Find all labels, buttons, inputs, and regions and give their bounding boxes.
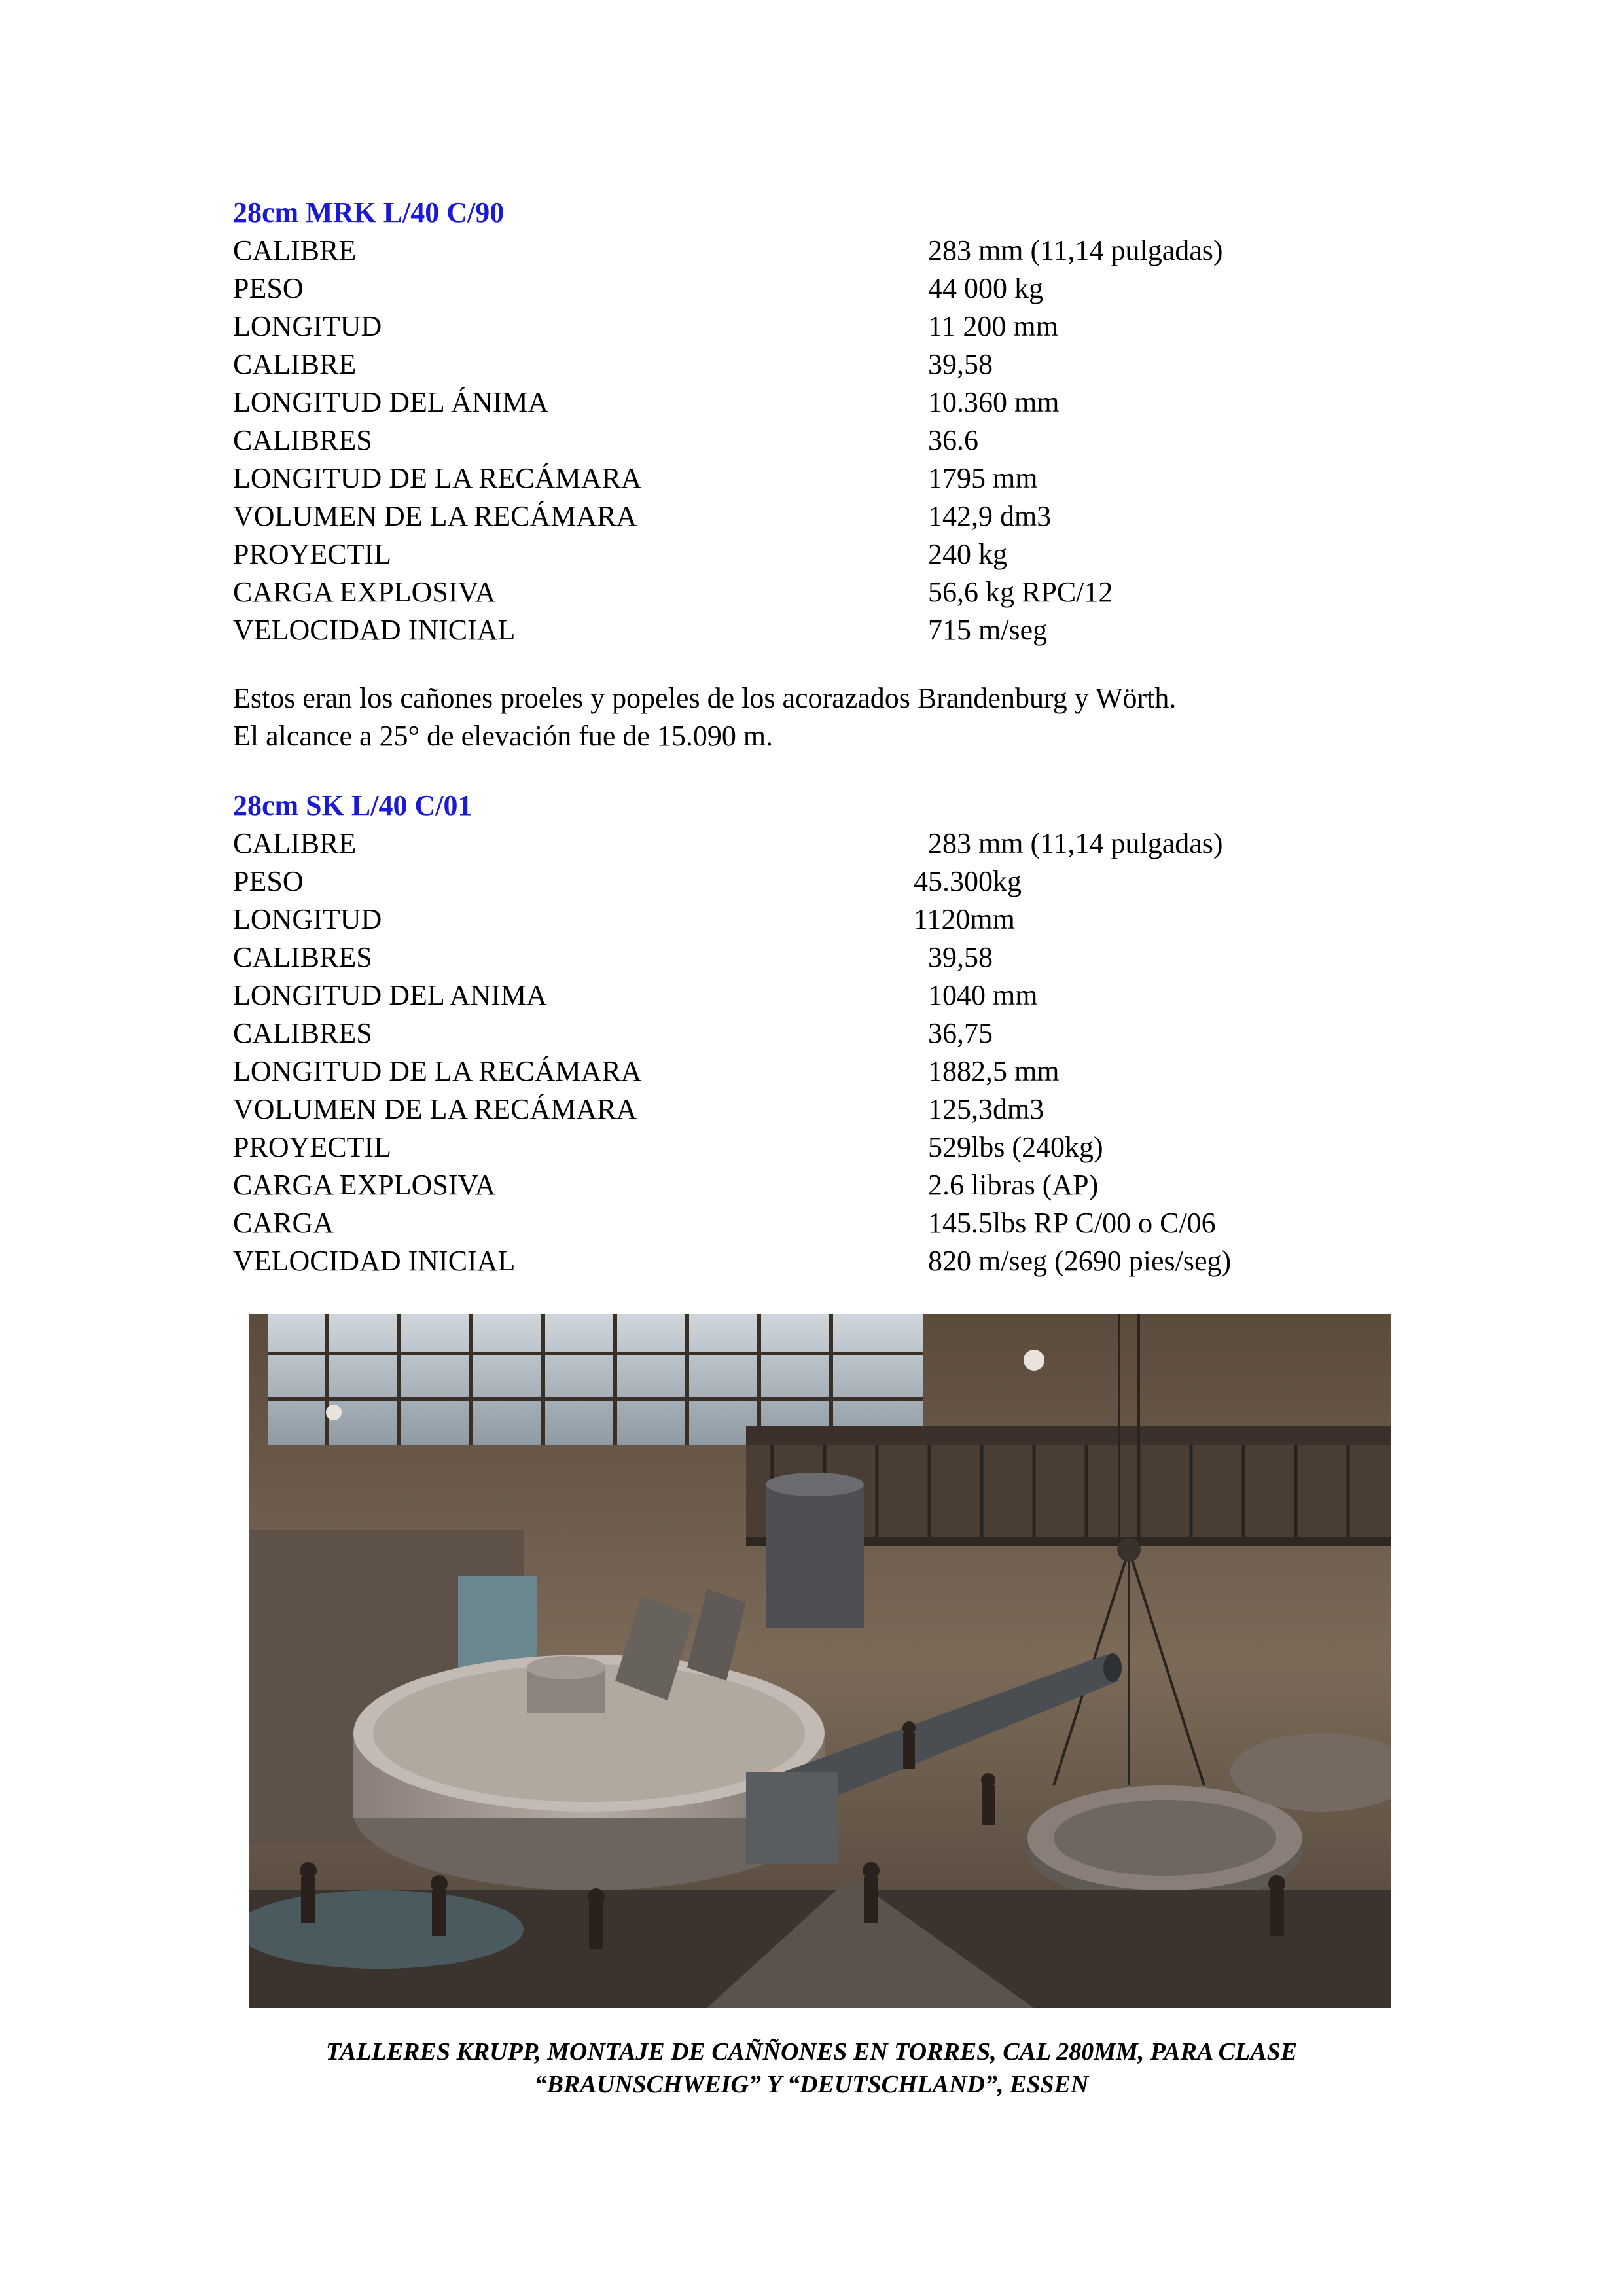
spec-row [233, 1090, 1346, 1128]
spec-label: VOLUMEN DE LA RECÁMARA [233, 1093, 637, 1125]
spec-row [233, 1204, 1346, 1242]
spec-value: 283 mm (11,14 pulgadas) [928, 827, 1223, 859]
spec-label: CALIBRES [233, 1017, 372, 1049]
spec-label: LONGITUD DE LA RECÁMARA [233, 462, 642, 494]
spec-value: 36,75 [928, 1017, 993, 1049]
spec-value: 529lbs (240kg) [928, 1131, 1103, 1163]
spec-value: 142,9 dm3 [928, 500, 1052, 532]
spec-value: 1795 mm [928, 462, 1038, 494]
spec-row [233, 346, 1346, 384]
spec-row [233, 939, 1346, 977]
spec-table-sk [233, 825, 1346, 1280]
spec-row [233, 573, 1346, 611]
spec-row [233, 459, 1346, 497]
photo-caption [157, 2036, 1466, 2101]
spec-value: 45.300kg [914, 865, 1022, 897]
spec-row [233, 497, 1346, 535]
spec-value: 56,6 kg RPC/12 [928, 576, 1113, 608]
spec-label: VELOCIDAD INICIAL [233, 614, 516, 646]
spec-label: CARGA [233, 1207, 334, 1239]
section-notes [233, 679, 1346, 755]
spec-value: 715 m/seg [928, 614, 1048, 646]
spec-label: PESO [233, 272, 304, 304]
spec-row [233, 1014, 1346, 1052]
spec-row [233, 611, 1346, 649]
spec-value: 240 kg [928, 538, 1007, 570]
caption-line: TALLERES KRUPP, MONTAJE DE CAÑÑONES EN TORRES, CAL 280MM, PARA CLASE [325, 2038, 1298, 2066]
spec-label: PROYECTIL [233, 1131, 391, 1163]
spec-label: PROYECTIL [233, 538, 391, 570]
spec-label: LONGITUD DE LA RECÁMARA [233, 1055, 642, 1087]
spec-value: 44 000 kg [928, 272, 1043, 304]
spec-value: 1120mm [914, 903, 1015, 935]
spec-label: CALIBRES [233, 424, 372, 456]
spec-value: 1040 mm [928, 979, 1038, 1011]
spec-value: 1882,5 mm [928, 1055, 1060, 1087]
spec-row [233, 1242, 1346, 1280]
spec-label: LONGITUD [233, 310, 382, 342]
spec-label: CARGA EXPLOSIVA [233, 1169, 496, 1201]
spec-value: 11 200 mm [928, 310, 1058, 342]
section-title-mrk: 28cm MRK L/40 C/90 [233, 196, 505, 228]
section-title-sk: 28cm SK L/40 C/01 [233, 789, 473, 821]
spec-label: PESO [233, 865, 304, 897]
spec-row [233, 1128, 1346, 1166]
spec-label: CALIBRE [233, 827, 357, 859]
spec-row [233, 384, 1346, 422]
spec-row [233, 1166, 1346, 1204]
spec-value: 820 m/seg (2690 pies/seg) [928, 1245, 1232, 1277]
spec-value: 283 mm (11,14 pulgadas) [928, 234, 1223, 266]
spec-label: VOLUMEN DE LA RECÁMARA [233, 500, 637, 532]
spec-table-mrk [233, 232, 1346, 649]
spec-row [233, 232, 1346, 270]
spec-value: 39,58 [928, 348, 993, 380]
note-line: El alcance a 25° de elevación fue de 15.090 m. [233, 720, 774, 752]
spec-row [233, 422, 1346, 459]
note-line: Estos eran los cañones proeles y popeles de los acorazados Brandenburg y Wörth. [233, 682, 1177, 714]
spec-value: 10.360 mm [928, 386, 1060, 418]
spec-label: VELOCIDAD INICIAL [233, 1245, 516, 1277]
spec-value: 2.6 libras (AP) [928, 1169, 1099, 1201]
spec-row [233, 308, 1346, 346]
spec-row [233, 535, 1346, 573]
spec-label: CALIBRE [233, 348, 357, 380]
spec-row [233, 863, 1346, 901]
spec-value: 125,3dm3 [928, 1093, 1044, 1125]
spec-value: 145.5lbs RP C/00 o C/06 [928, 1207, 1216, 1239]
spec-label: CALIBRE [233, 234, 357, 266]
spec-label: LONGITUD [233, 903, 382, 935]
spec-value: 36.6 [928, 424, 978, 456]
spec-row [233, 977, 1346, 1014]
spec-row [233, 1052, 1346, 1090]
spec-label: LONGITUD DEL ANIMA [233, 979, 547, 1011]
spec-row [233, 825, 1346, 863]
spec-row [233, 901, 1346, 939]
spec-label: LONGITUD DEL ÁNIMA [233, 386, 549, 418]
caption-line: “BRAUNSCHWEIG” Y “DEUTSCHLAND”, ESSEN [534, 2071, 1089, 2098]
spec-row [233, 270, 1346, 308]
krupp-workshop-photo [249, 1314, 1391, 2008]
spec-value: 39,58 [928, 941, 993, 973]
spec-label: CALIBRES [233, 941, 372, 973]
spec-label: CARGA EXPLOSIVA [233, 576, 496, 608]
